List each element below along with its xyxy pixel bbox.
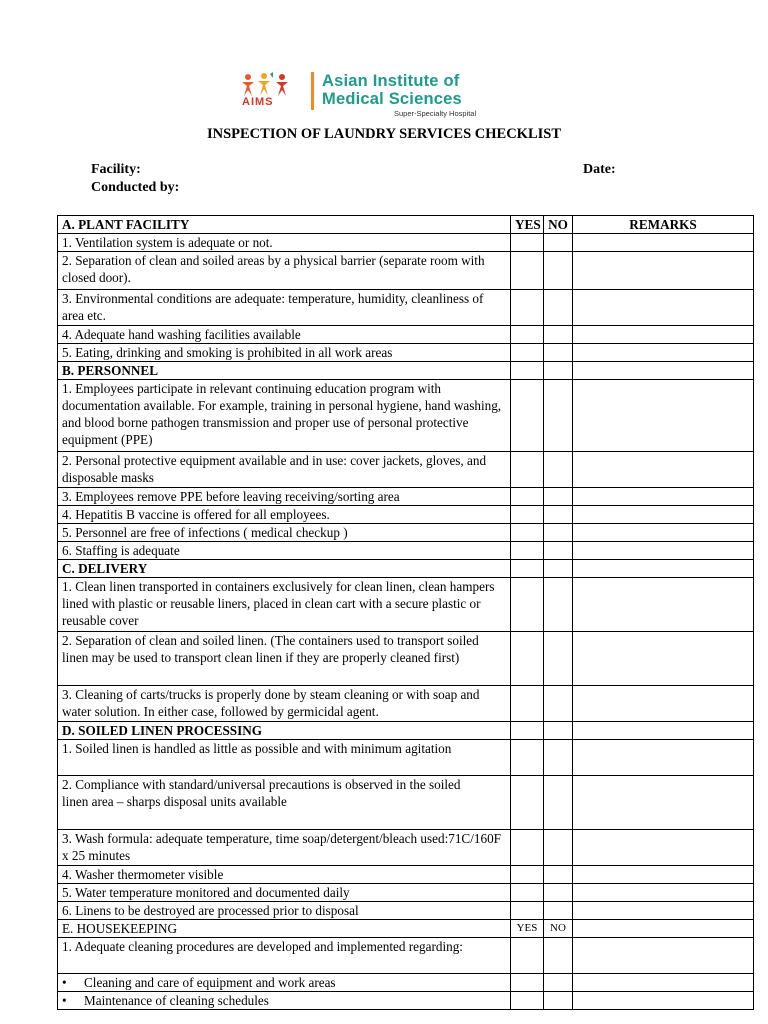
- checklist-row: [58, 344, 754, 362]
- checklist-row: [58, 686, 754, 722]
- logo-tagline: Super-Specialty Hospital: [394, 109, 477, 118]
- checklist-item: 2. Personal protective equipment available and in use: cover jackets, gloves, and disposable masks: [58, 452, 511, 488]
- checklist-row: [58, 974, 754, 992]
- remarks-cell[interactable]: [573, 524, 754, 542]
- yes-cell[interactable]: [511, 902, 544, 920]
- yes-column-header: YES: [511, 920, 544, 938]
- checklist-item: 5. Water temperature monitored and documented daily: [58, 884, 511, 902]
- hospital-logo: [238, 70, 528, 120]
- checklist-row: [58, 380, 754, 452]
- checklist-row: [58, 452, 754, 488]
- logo-divider: [311, 72, 314, 110]
- checklist-row: [58, 488, 754, 506]
- section-title: C. DELIVERY: [58, 560, 511, 578]
- yes-cell[interactable]: [511, 488, 544, 506]
- conducted-by-label: Conducted by:: [91, 180, 180, 195]
- checklist-row: [58, 992, 754, 1010]
- no-cell[interactable]: [544, 830, 573, 866]
- remarks-cell[interactable]: [573, 884, 754, 902]
- remarks-cell[interactable]: [573, 632, 754, 686]
- checklist-row: [58, 776, 754, 830]
- checklist-item: 4. Hepatitis B vaccine is offered for all employees.: [58, 506, 511, 524]
- checklist-item: 1. Ventilation system is adequate or not.: [58, 234, 511, 252]
- no-cell[interactable]: [544, 326, 573, 344]
- checklist-item: 2. Separation of clean and soiled linen. (The containers used to transport soiled linen may be used to transport clean linen if they are properly cleaned first): [58, 632, 511, 686]
- checklist-item: 1. Clean linen transported in containers exclusively for clean linen, clean hampers lined with plastic or reusable liners, placed in clean cart with a secure plastic or reusable cover: [58, 578, 511, 632]
- remarks-cell[interactable]: [573, 234, 754, 252]
- checklist-item: 1. Adequate cleaning procedures are developed and implemented regarding:: [58, 938, 511, 974]
- yes-cell[interactable]: [511, 326, 544, 344]
- checklist-row: [58, 578, 754, 632]
- checklist-item: 5. Eating, drinking and smoking is prohibited in all work areas: [58, 344, 511, 362]
- remarks-cell[interactable]: [573, 830, 754, 866]
- checklist-row: [58, 290, 754, 326]
- checklist-row: [58, 252, 754, 290]
- checklist-row: [58, 938, 754, 974]
- checklist-item: 6. Linens to be destroyed are processed prior to disposal: [58, 902, 511, 920]
- yes-cell[interactable]: [511, 632, 544, 686]
- yes-cell[interactable]: [511, 252, 544, 290]
- remarks-cell[interactable]: [573, 380, 754, 452]
- checklist-item: 1. Soiled linen is handled as little as possible and with minimum agitation: [58, 740, 511, 776]
- no-column-header: NO: [544, 920, 573, 938]
- no-cell[interactable]: [544, 902, 573, 920]
- no-cell[interactable]: [544, 578, 573, 632]
- no-cell[interactable]: [544, 252, 573, 290]
- yes-column-header: YES: [511, 216, 544, 234]
- section-header-personnel: [58, 362, 754, 380]
- section-title: D. SOILED LINEN PROCESSING: [58, 722, 511, 740]
- remarks-cell[interactable]: [573, 974, 754, 992]
- yes-cell[interactable]: [511, 506, 544, 524]
- yes-cell[interactable]: [511, 290, 544, 326]
- document-title: INSPECTION OF LAUNDRY SERVICES CHECKLIST: [206, 126, 562, 142]
- remarks-cell[interactable]: [573, 992, 754, 1010]
- bullet-text: Maintenance of cleaning schedules: [84, 993, 269, 1008]
- yes-cell[interactable]: [511, 776, 544, 830]
- checklist-row: [58, 866, 754, 884]
- checklist-bullet-item: [58, 992, 511, 1010]
- remarks-cell[interactable]: [573, 866, 754, 884]
- remarks-column-header: REMARKS: [573, 216, 754, 234]
- yes-cell[interactable]: [511, 452, 544, 488]
- checklist-row: [58, 632, 754, 686]
- bullet-icon: •: [62, 993, 67, 1008]
- logo-name-line2: Medical Sciences: [322, 90, 462, 108]
- remarks-cell[interactable]: [573, 740, 754, 776]
- remarks-cell[interactable]: [573, 506, 754, 524]
- checklist-item: 3. Wash formula: adequate temperature, time soap/detergent/bleach used:71C/160F x 25 minutes: [58, 830, 511, 866]
- checklist-row: [58, 506, 754, 524]
- checklist-row: [58, 740, 754, 776]
- checklist-item: 5. Personnel are free of infections ( medical checkup ): [58, 524, 511, 542]
- yes-cell[interactable]: [511, 524, 544, 542]
- bullet-text: Cleaning and care of equipment and work areas: [84, 975, 336, 990]
- yes-cell[interactable]: [511, 234, 544, 252]
- section-header-housekeeping: [58, 920, 754, 938]
- yes-cell[interactable]: [511, 542, 544, 560]
- checklist-item: 4. Washer thermometer visible: [58, 866, 511, 884]
- yes-cell[interactable]: [511, 686, 544, 722]
- no-cell[interactable]: [544, 992, 573, 1010]
- checklist-row: [58, 542, 754, 560]
- no-cell[interactable]: [544, 344, 573, 362]
- no-cell[interactable]: [544, 776, 573, 830]
- remarks-cell[interactable]: [573, 542, 754, 560]
- yes-cell[interactable]: [511, 344, 544, 362]
- no-cell[interactable]: [544, 632, 573, 686]
- checklist-item: 3. Environmental conditions are adequate: temperature, humidity, cleanliness of area etc.: [58, 290, 511, 326]
- remarks-cell[interactable]: [573, 252, 754, 290]
- yes-cell[interactable]: [511, 866, 544, 884]
- checklist-item: 2. Separation of clean and soiled areas by a physical barrier (separate room with closed door).: [58, 252, 511, 290]
- remarks-cell[interactable]: [573, 488, 754, 506]
- no-column-header: NO: [544, 216, 573, 234]
- section-title: A. PLANT FACILITY: [58, 216, 511, 234]
- remarks-cell[interactable]: [573, 344, 754, 362]
- no-cell[interactable]: [544, 866, 573, 884]
- logo-name-line1: Asian Institute of: [322, 72, 460, 90]
- checklist-row: [58, 830, 754, 866]
- no-cell[interactable]: [544, 542, 573, 560]
- bullet-icon: •: [62, 975, 67, 990]
- checklist-row: [58, 884, 754, 902]
- remarks-cell[interactable]: [573, 776, 754, 830]
- yes-cell[interactable]: [511, 830, 544, 866]
- checklist-item: 3. Cleaning of carts/trucks is properly done by steam cleaning or with soap and water solution. In either case, followed by germicidal agent.: [58, 686, 511, 722]
- facility-label: Facility:: [91, 162, 141, 177]
- checklist-item-line: 2. Compliance with standard/universal precautions is observed in the soiled: [62, 777, 461, 792]
- yes-cell[interactable]: [511, 884, 544, 902]
- yes-cell[interactable]: [511, 974, 544, 992]
- no-cell[interactable]: [544, 884, 573, 902]
- no-cell[interactable]: [544, 686, 573, 722]
- checklist-item: 1. Employees participate in relevant continuing education program with documentation available. For example, training in personal hygiene, hand washing, and blood borne pathogen transmission and proper use of personal protective equipment (PPE): [58, 380, 511, 452]
- checklist-item-line: linen area – sharps disposal units available: [62, 794, 287, 809]
- yes-cell[interactable]: [511, 992, 544, 1010]
- checklist-table: [57, 215, 754, 1010]
- checklist-bullet-item: [58, 974, 511, 992]
- checklist-item: 3. Employees remove PPE before leaving receiving/sorting area: [58, 488, 511, 506]
- no-cell[interactable]: [544, 506, 573, 524]
- section-title: E. HOUSEKEEPING: [58, 920, 511, 938]
- section-header-plant-facility: [58, 216, 754, 234]
- checklist-row: [58, 524, 754, 542]
- checklist-item: 6. Staffing is adequate: [58, 542, 511, 560]
- no-cell[interactable]: [544, 974, 573, 992]
- yes-cell[interactable]: [511, 380, 544, 452]
- remarks-cell[interactable]: [573, 902, 754, 920]
- section-header-delivery: [58, 560, 754, 578]
- checklist-item: 4. Adequate hand washing facilities available: [58, 326, 511, 344]
- no-cell[interactable]: [544, 488, 573, 506]
- remarks-cell[interactable]: [573, 326, 754, 344]
- remarks-cell[interactable]: [573, 938, 754, 974]
- no-cell[interactable]: [544, 740, 573, 776]
- yes-cell[interactable]: [511, 938, 544, 974]
- remarks-cell[interactable]: [573, 578, 754, 632]
- date-label: Date:: [583, 162, 616, 177]
- no-cell[interactable]: [544, 234, 573, 252]
- logo-figures-icon: [240, 72, 298, 98]
- yes-cell[interactable]: [511, 578, 544, 632]
- no-cell[interactable]: [544, 380, 573, 452]
- remarks-cell[interactable]: [573, 290, 754, 326]
- no-cell[interactable]: [544, 452, 573, 488]
- remarks-cell[interactable]: [573, 686, 754, 722]
- no-cell[interactable]: [544, 938, 573, 974]
- checklist-row: [58, 326, 754, 344]
- section-header-soiled-linen: [58, 722, 754, 740]
- checklist-item: [58, 776, 511, 830]
- no-cell[interactable]: [544, 524, 573, 542]
- section-title: B. PERSONNEL: [58, 362, 511, 380]
- logo-abbreviation: AIMS: [242, 96, 274, 108]
- no-cell[interactable]: [544, 290, 573, 326]
- yes-cell[interactable]: [511, 740, 544, 776]
- checklist-row: [58, 902, 754, 920]
- checklist-row: [58, 234, 754, 252]
- remarks-cell[interactable]: [573, 452, 754, 488]
